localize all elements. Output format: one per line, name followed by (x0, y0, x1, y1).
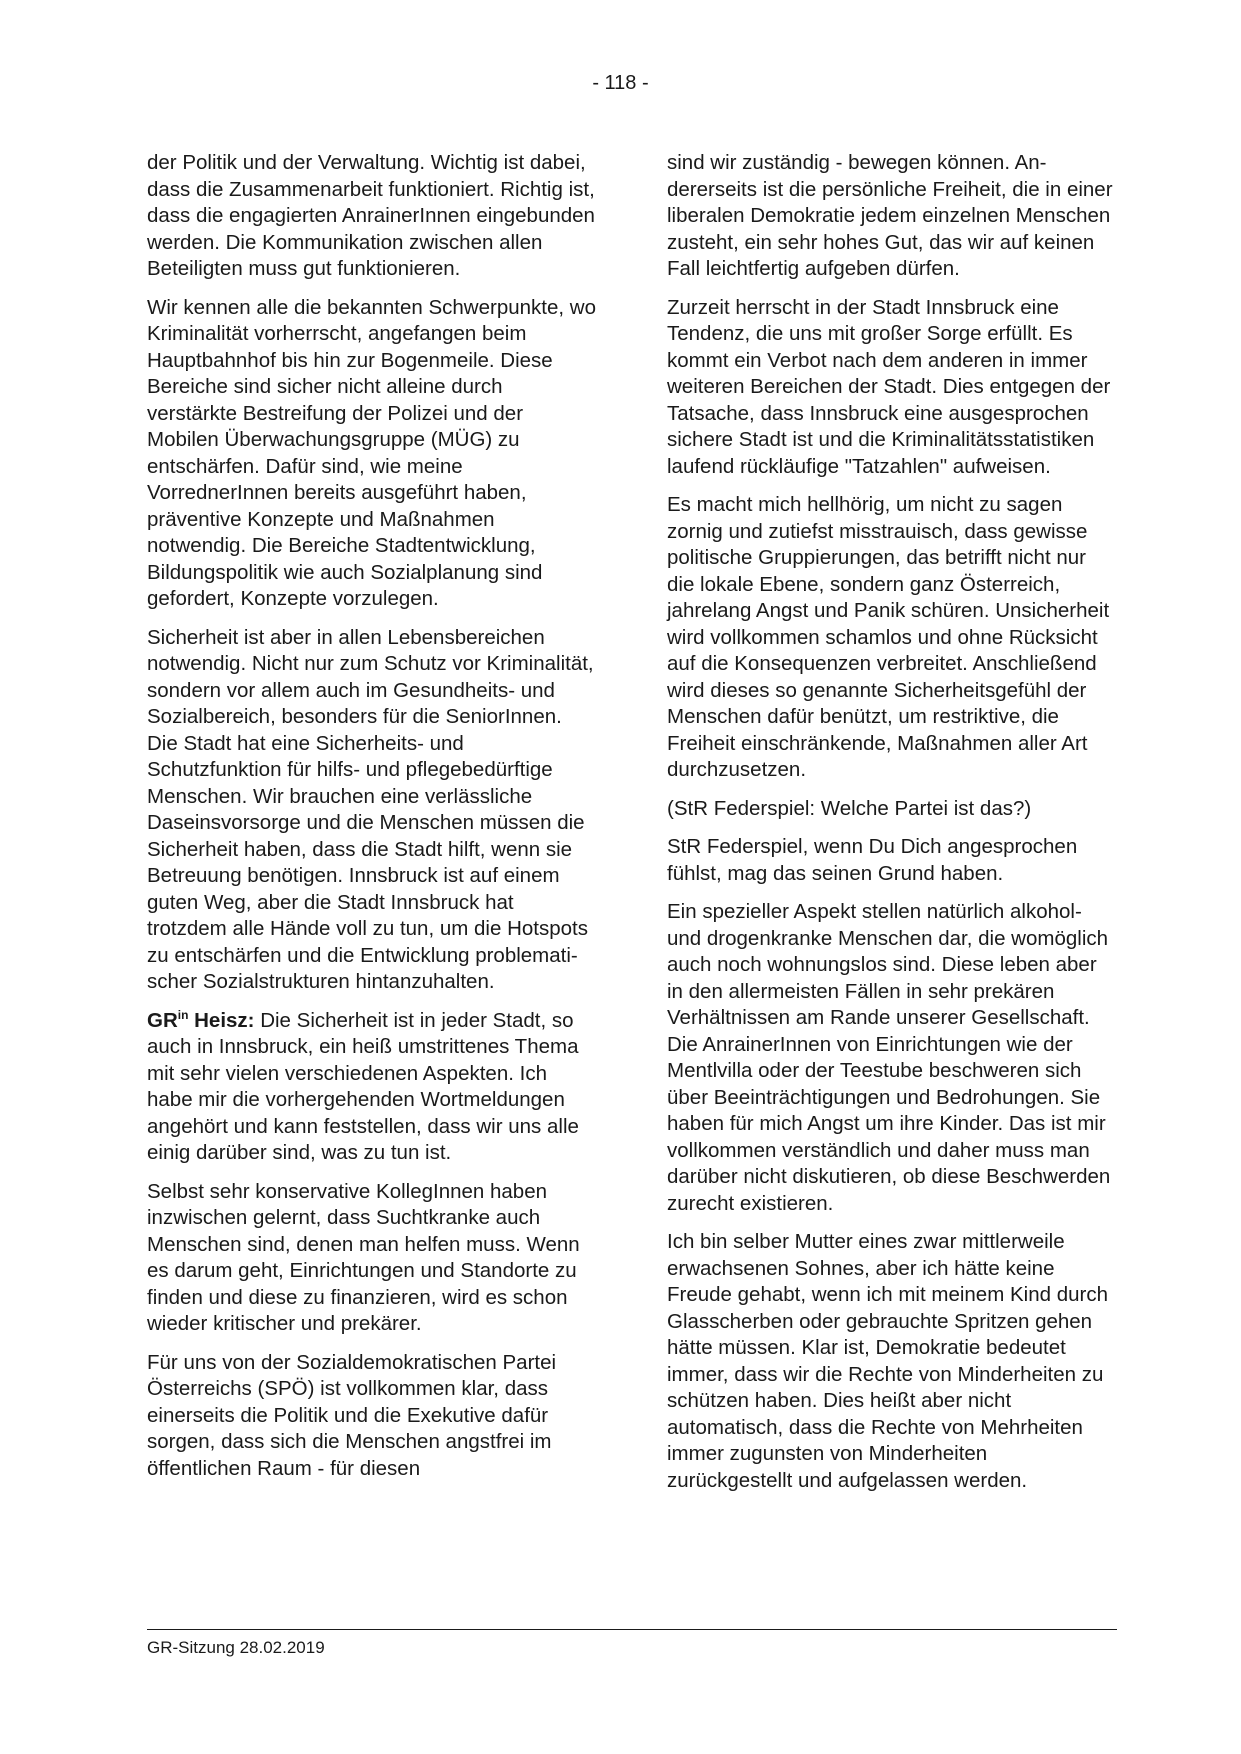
paragraph: Sicherheit ist aber in allen Lebensbereichen notwendig. Nicht nur zum Schutz vor Kriminalität, sondern vor allem auch im Gesundheits- und Sozialbereich, besonders für die SeniorInnen. Die Stadt hat eine Sicherheits- und Schutzfunktion für hilfs- und pflegebedürftige Menschen. Wir brauchen eine verlässliche Daseinsvorsorge und die Menschen müssen die Sicherheit haben, dass die Stadt hilft, wenn sie Betreuung benötigen. Innsbruck ist auf einem guten Weg, aber die Stadt Innsbruck hat trotzdem alle Hände voll zu tun, um die Hotspots zu entschärfen und die Entwicklung problematischer Sozialstrukturen hintanzuhalten. (147, 625, 594, 993)
speaker-name: Heisz: (188, 1008, 255, 1032)
paragraph: der Politik und der Verwaltung. Wichtig ist dabei, dass die Zusammenarbeit funktioniert. Richtig ist, dass die engagierten AnrainerInnen eingebunden werden. Die Kommunikation zwischen allen Beteiligten muss gut funktionieren. (147, 151, 595, 280)
paragraph: Wir kennen alle die bekannten Schwerpunkte, wo Kriminalität vorherrscht, angefangen beim Hauptbahnhof bis hin zur Bogenmeile. Diese Bereiche sind sicher nicht alleine durch verstärkte Bestreifung der Polizei und der Mobilen Überwachungsgruppe (MÜG) zu entschärfen. Dafür sind, wie meine VorrednerInnen bereits ausgeführt haben, präventive Konzepte und Maßnahmen notwendig. Die Bereiche Stadtentwicklung, Bildungspolitik wie auch Sozialplanung sind gefordert, Konzepte vorzulegen. (147, 295, 596, 610)
footer-divider (147, 1629, 1117, 1630)
speaker-prefix: GR (147, 1008, 178, 1032)
interjection: (StR Federspiel: Welche Partei ist das?) (667, 796, 1032, 820)
paragraph: Ich bin selber Mutter eines zwar mittlerweile erwachsenen Sohnes, aber ich hätte keine Freude gehabt, wenn ich mit meinem Kind durch Glasscherben oder gebrauchte Spritzen gehen hätte müssen. Klar ist, Demokratie bedeutet immer, dass wir die Rechte von Minderheiten zu schützen haben. Dies heißt aber nicht automatisch, dass die Rechte von Mehrheiten immer zugunsten von Minderheiten zurückgestellt und aufgelassen werden. (667, 1230, 1108, 1492)
paragraph: sind wir zuständig - bewegen können. Andererseits ist die persönliche Freiheit, die in einer liberalen Demokratie jedem einzelnen Menschen zusteht, ein sehr hohes Gut, das wir auf keinen Fall leichtfertig aufgeben dürfen. (667, 151, 1113, 280)
page-number: - 118 - (592, 72, 649, 94)
paragraph: StR Federspiel, wenn Du Dich angesprochen fühlst, mag das seinen Grund haben. (667, 835, 1078, 885)
left-column (147, 150, 597, 1494)
paragraph: Zurzeit herrscht in der Stadt Innsbruck eine Tendenz, die uns mit großer Sorge erfüllt. Es kommt ein Verbot nach dem anderen in immer weiteren Bereichen der Stadt. Dies entgegen der Tatsache, dass Innsbruck eine ausgesprochen sichere Stadt ist und die Kriminalitätsstatistiken laufend rückläufige "Tatzahlen" aufweisen. (667, 295, 1111, 478)
paragraph: Für uns von der Sozialdemokratischen Partei Österreichs (SPÖ) ist vollkommen klar, dass einerseits die Politik und die Exekutive dafür sorgen, dass sich die Menschen angstfrei im öffentlichen Raum - für diesen (147, 1350, 557, 1480)
right-column (667, 150, 1117, 1506)
speaker-suffix: in (177, 1007, 189, 1022)
speech-text: Die Sicherheit ist in jeder Stadt, so auch in Innsbruck, ein heiß umstrittenes Thema mit sehr vielen verschiedenen Aspekten. Ich habe mir die vorhergehenden Wortmeldungen angehört und kann feststellen, dass wir uns alle einig darüber sind, was zu tun ist. (147, 1008, 579, 1164)
speech-paragraph (147, 1008, 597, 1167)
speaker-label (147, 1009, 255, 1032)
paragraph: Es macht mich hellhörig, um nicht zu sagen zornig und zutiefst misstrauisch, dass gewisse politische Gruppierungen, das betrifft nicht nur die lokale Ebene, sondern ganz Österreich, jahrelang Angst und Panik schüren. Unsicherheit wird vollkommen schamlos und ohne Rücksicht auf die Konsequenzen verbreitet. Anschließend wird dieses so genannte Sicherheitsgefühl der Menschen dafür benützt, um restriktive, die Freiheit einschränkende, Maßnahmen aller Art durchzusetzen. (667, 493, 1110, 781)
paragraph: Selbst sehr konservative KollegInnen haben inzwischen gelernt, dass Suchtkranke auch Menschen sind, denen man helfen muss. Wenn es darum geht, Einrichtungen und Standorte zu finden und diese zu finanzieren, wird es schon wieder kritischer und prekärer. (147, 1179, 580, 1335)
footer-session-label: GR-Sitzung 28.02.2019 (147, 1638, 325, 1657)
paragraph: Ein spezieller Aspekt stellen natürlich alkohol- und drogenkranke Menschen dar, die womöglich auch noch wohnungslos sind. Diese leben aber in den allermeisten Fällen in sehr prekären Verhältnissen am Rande unserer Gesellschaft. Die AnrainerInnen von Einrichtungen wie der Mentlvilla oder der Teestube beschweren sich über Beeinträchtigungen und Bedrohungen. Sie haben für mich Angst um ihre Kinder. Das ist mir vollkommen verständlich und daher muss man darüber nicht diskutieren, ob diese Beschwerden zurecht existieren. (667, 900, 1111, 1215)
